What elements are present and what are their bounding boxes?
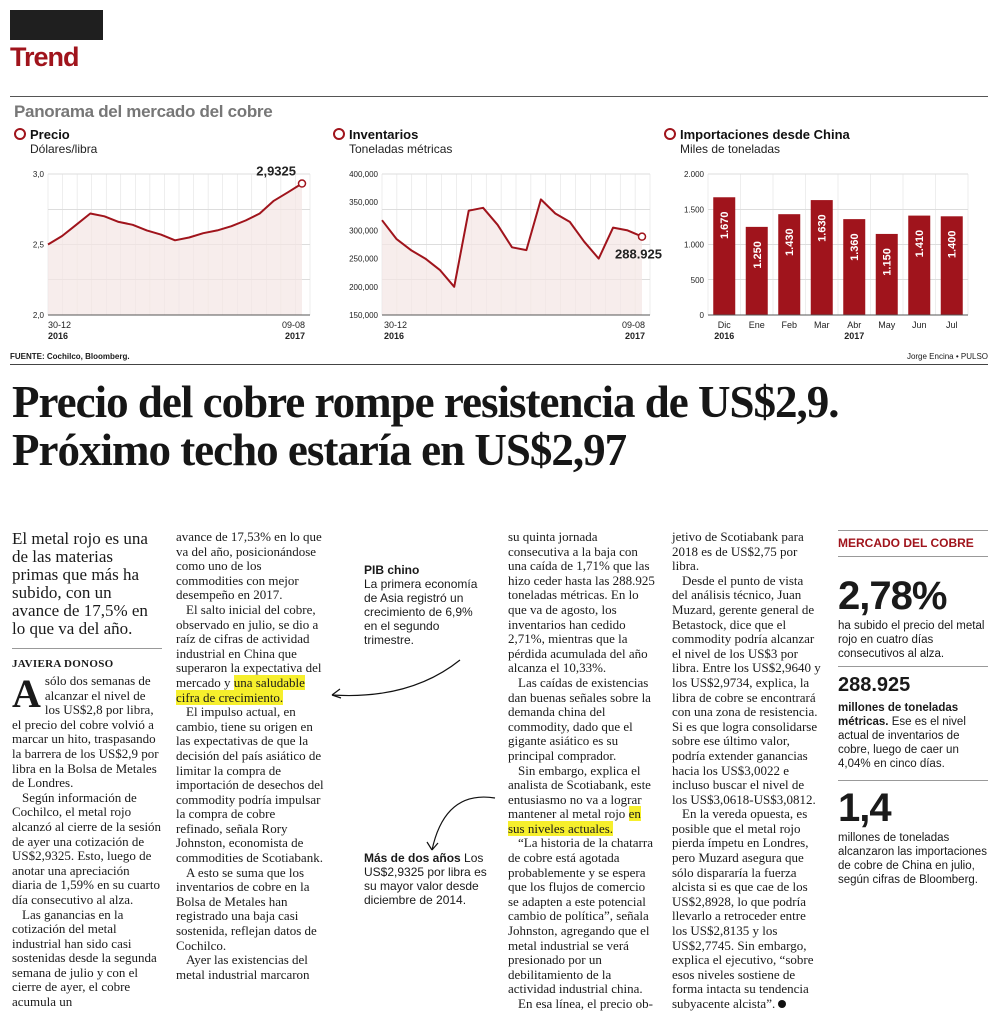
imports-bar-label: 1.410	[914, 229, 927, 258]
imports-bar-label: 1.150	[881, 248, 894, 276]
divider-top	[10, 96, 988, 97]
imports-x-tick-label: Mar	[814, 320, 830, 330]
imports-chart-title: Importaciones desde China	[680, 127, 850, 142]
col2-paragraph-5: Ayer las existencias del metal industrial marcaron	[176, 952, 310, 982]
inventory-y-tick-label: 200,000	[349, 282, 378, 292]
imports-chart-header	[664, 127, 850, 156]
stat-inventory-value: 288.925	[838, 674, 911, 696]
stat-imports-value: 1,4	[838, 786, 891, 830]
price-x-start-year: 2016	[48, 331, 69, 341]
imports-bar-label: 1.250	[751, 241, 764, 269]
price-y-tick-label: 2,0	[32, 311, 44, 320]
stat-price-rise-text: ha subido el precio del metal rojo en cuatro días consecutivos al alza.	[838, 620, 985, 660]
price-area	[48, 184, 302, 316]
article-column-3	[508, 530, 658, 1012]
price-x-end-label: 09-08	[281, 320, 305, 330]
col2-paragraph-2: El salto inicial del cobre, observado en julio, se dio a raíz de cifras de actividad industrial en China que superaron la expectativa del mercado y	[176, 601, 322, 690]
price-x-end-year: 2017	[284, 331, 305, 341]
inventory-chart-title: Inventarios	[349, 127, 419, 142]
inventory-x-start-label: 30-12	[384, 320, 408, 330]
stat-price-rise-value: 2,78%	[838, 574, 947, 618]
imports-bar-label: 1.430	[784, 228, 797, 256]
col2-paragraph-4: A esto se suma que los inventarios de cobre en la Bolsa de Metales han registrado una baja casi sostenida, reflejan datos de Cochilco.	[176, 864, 317, 953]
callout-two-years-text: Los US$2,9325 por libra es su mayor valor desde diciembre de 2014.	[364, 851, 487, 907]
price-y-tick-label: 2,5	[32, 240, 44, 250]
divider-bottom	[10, 364, 988, 365]
circle-bullet-icon	[664, 128, 676, 140]
source-note: FUENTE: Cochilco, Bloomberg.	[10, 352, 130, 361]
price-chart-header	[14, 127, 97, 156]
price-x-start-label: 30-12	[48, 320, 72, 330]
imports-year-2017: 2017	[844, 331, 865, 341]
circle-bullet-icon	[333, 128, 345, 140]
imports-x-tick-label: Ene	[748, 320, 765, 330]
imports-bar	[746, 227, 768, 315]
imports-x-tick-label: Jun	[911, 320, 927, 330]
col2-paragraph-1: avance de 17,53% en lo que va del año, posicionándose como uno de los commodities con mejor desempeño en 2017.	[176, 529, 322, 603]
imports-x-tick-label: Abr	[847, 320, 862, 330]
article-column-4	[672, 530, 822, 1012]
lead-divider	[12, 648, 162, 649]
inventory-y-tick-label: 300,000	[349, 226, 378, 236]
col3-paragraph-4: “La historia de la chatarra de cobre está agotada probablemente y se espera que los flujos de comercio se adapten a este potencial cambio de política”, señala Johnston, agregando que el metal industrial se verá presionado por un debilitamiento de la actividad industrial china.	[508, 835, 653, 997]
imports-bar-label: 1.400	[946, 230, 959, 259]
imports-x-tick-label: May	[878, 320, 896, 330]
callout-pib-text: La primera economía de Asia registró un crecimiento de 6,9% en el segundo trimestre.	[364, 577, 478, 647]
col1-paragraph-3: Las ganancias en la cotización del metal industrial han sido casi sostenidas desde la segunda semana de julio y con el cierre de ayer, el cobre acumula un	[12, 906, 157, 1010]
col4-paragraph-3: En la vereda opuesta, es posible que el metal rojo pierda ímpetu en Londres, pero Muzard asegura que sólo dispararía la fuerza alcista si es que cae de los US$2,8928, lo que podría llevarlo a retroceder entre los US$2,8135 y los US$2,7745. Sin embargo, explica el ejecutivo, “sobre esos niveles sostiene de forma intacta su tendencia subyacente alcista”.	[672, 806, 814, 1011]
price-callout-value: 2,9325	[256, 163, 296, 179]
inventory-x-start-year: 2016	[384, 331, 405, 341]
article-column-1	[12, 671, 162, 1010]
byline: JAVIERA DONOSO	[12, 658, 114, 670]
dropcap: A	[12, 671, 41, 716]
inventory-x-end-label: 09-08	[621, 320, 645, 330]
end-mark-icon	[778, 1000, 786, 1008]
imports-bar-label: 1.360	[849, 233, 862, 261]
price-chart-title: Precio	[30, 127, 70, 142]
highlighted-phrase: una saludable cifra de crecimiento.	[176, 674, 305, 705]
inventory-y-tick-label: 150,000	[349, 311, 378, 320]
inventory-chart-unit: Toneladas métricas	[349, 142, 453, 156]
highlighted-phrase-2: en sus niveles actuales.	[508, 806, 641, 836]
stat-price-rise	[838, 574, 988, 661]
col1-paragraph-2: Según información de Cochilco, el metal rojo alcanzó al cierre de la sesión de ayer una cotización de US$2,9325. Esto, luego de anotar una apreciación diaria de 1,59% en su cuarto día consecutivo al alza.	[12, 789, 162, 907]
stat-imports-text: millones de toneladas alcanzaron las importaciones de cobre de China en julio, según cifras de Bloomberg.	[838, 832, 987, 886]
section-title: Trend	[10, 42, 79, 72]
sidebar-title: MERCADO DEL COBRE	[838, 536, 974, 550]
circle-bullet-icon	[14, 128, 26, 140]
col4-paragraph-1: jetivo de Scotiabank para 2018 es de US$2,75 por libra.	[672, 529, 804, 574]
inventory-y-tick-label: 250,000	[349, 254, 378, 264]
price-y-tick-label: 3,0	[32, 170, 44, 179]
stat-inventory	[838, 674, 990, 771]
infographic-title: Panorama del mercado del cobre	[14, 102, 273, 121]
price-chart-unit: Dólares/libra	[30, 142, 98, 156]
imports-x-tick-label: Feb	[781, 320, 798, 330]
inventory-chart-header	[333, 127, 452, 156]
imports-y-tick-label: 500	[690, 275, 704, 285]
col3-paragraph-3: Sin embargo, explica el analista de Scotiabank, este entusiasmo no va a lograr mantener al metal rojo	[508, 762, 651, 822]
stat-inventory-label: millones de toneladas métricas.	[838, 702, 959, 728]
col1-paragraph-1: sólo dos semanas de alcanzar el nivel de los US$2,8 por libra, el precio del cobre volvió a marcar un hito, traspasando la barrera de los US$2,9 por libra en la Bolsa de Metales de Londres.	[12, 673, 159, 791]
headline: Precio del cobre rompe resistencia de US$2,9. Próximo techo estaría en US$2,97	[12, 377, 839, 475]
inventory-callout-value: 288.925	[615, 246, 662, 262]
col4-paragraph-2: Desde el punto de vista del análisis técnico, Juan Muzard, gerente general de Betastock, dice que el commodity podría alcanzar el nivel de los US$3 por libra. Entre los US$2,9640 y los US$2,9734, explica, la libra de cobre se encontrará con una zona de resistencia. Si es que logra consolidarse sobre ese último valor, podría extender ganancias hacia los US$3,0022 e incluso buscar el nivel de los US$3,0618-US$3,0812.	[672, 572, 821, 807]
imports-year-2016: 2016	[714, 331, 735, 341]
sidebar-rule	[838, 666, 988, 667]
imports-chart-unit: Miles de toneladas	[680, 142, 781, 156]
sidebar-rule	[838, 556, 988, 557]
lead-paragraph: El metal rojo es una de las materias primas que más ha subido, con un avance de 17,5% en lo que va del año.	[12, 529, 148, 638]
imports-y-tick-label: 2.000	[683, 170, 704, 179]
callout-pib	[364, 563, 484, 647]
copper-charts	[0, 160, 1000, 350]
imports-bar-label: 1.670	[719, 211, 732, 240]
imports-bar-label: 1.630	[816, 214, 829, 242]
price-last-point	[299, 180, 306, 187]
imports-y-tick-label: 1.500	[683, 205, 704, 215]
callout-two-years-title: Más de dos años	[364, 851, 461, 865]
imports-y-tick-label: 0	[699, 311, 704, 320]
imports-y-tick-label: 1.000	[683, 240, 704, 250]
callout-arrows	[300, 640, 520, 870]
inventory-y-tick-label: 400,000	[349, 170, 378, 179]
imports-x-tick-label: Jul	[945, 320, 958, 330]
col3-paragraph-5: En esa línea, el precio ob-	[518, 996, 653, 1011]
imports-x-tick-label: Dic	[717, 320, 731, 330]
inventory-y-tick-label: 350,000	[349, 198, 378, 208]
stat-imports	[838, 786, 990, 887]
col2-paragraph-3: El impulso actual, en cambio, tiene su origen en las expectativas de que la decisión del país asiático de limitar la compra de importación de desechos del commodity podría impulsar la compra de cobre refinado, señala Rory Johnston, economista de commodities de Scotiabank.	[176, 704, 324, 866]
graphic-credit: Jorge Encina • PULSO	[906, 352, 988, 361]
col3-paragraph-2: Las caídas de existencias dan buenas señales sobre la demanda china del commodity, dado que el gigante asiático es su principal comprador.	[508, 674, 651, 763]
stat-inventory-text: Ese es el nivel actual de inventarios de cobre, luego de caer un 4,04% en cinco días.	[838, 716, 966, 770]
sidebar-top-rule	[838, 530, 988, 531]
callout-pib-title: PIB chino	[364, 563, 420, 577]
inventory-last-point	[639, 233, 646, 240]
header-black-bar	[10, 10, 103, 40]
col3-paragraph-1: su quinta jornada consecutiva a la baja con una caída de 1,71% que las hizo ceder hasta las 288.925 toneladas métricas. En lo que va de agosto, los inventarios han cedido 2,71%, mientras que la pérdida acumulada del año alcanza el 10,33%.	[508, 529, 655, 676]
sidebar-rule	[838, 780, 988, 781]
inventory-x-end-year: 2017	[624, 331, 645, 341]
